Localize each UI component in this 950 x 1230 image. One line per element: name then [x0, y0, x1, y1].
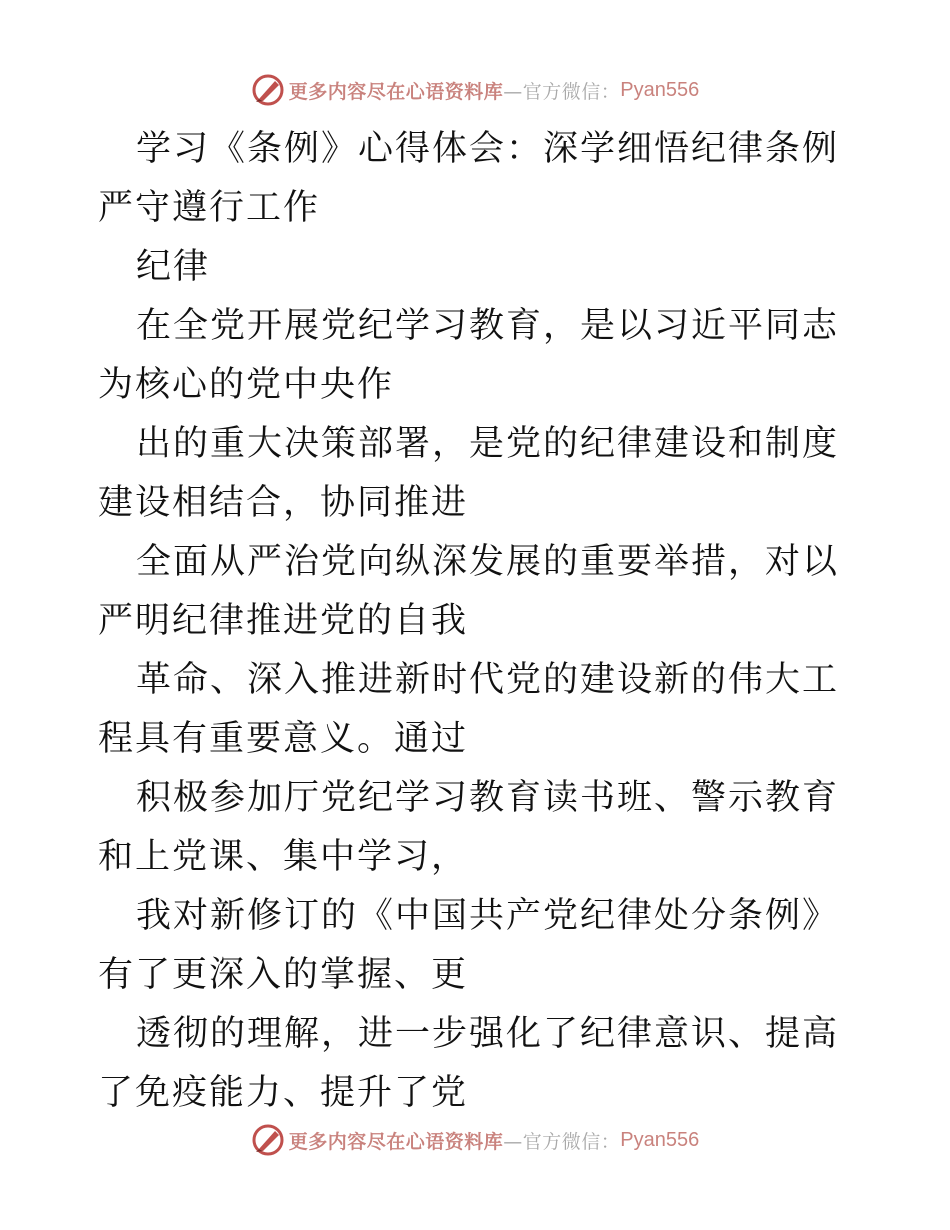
document-body — [98, 120, 858, 1123]
footer-watermark — [0, 1120, 950, 1160]
paragraph: 纪律 — [136, 247, 211, 287]
paragraph: 积极参加厅党纪学习教育读书班、警示教育和上党课、集中学习， — [98, 778, 840, 877]
watermark-main-text: 更多内容尽在心语资料库 — [288, 1130, 504, 1153]
watermark-separator-text: —官方微信： — [503, 80, 621, 103]
paragraph: 革命、深入推进新时代党的建设新的伟大工程具有重要意义。通过 — [98, 660, 840, 759]
paragraph: 全面从严治党向纵深发展的重要举措，对以严明纪律推进党的自我 — [98, 542, 840, 641]
paragraph: 学习《条例》心得体会：深学细悟纪律条例严守遵行工作 — [98, 129, 840, 228]
pen-logo-icon — [251, 73, 285, 107]
watermark-wechat-id: Pyan556 — [620, 78, 700, 101]
watermark-separator-text: —官方微信： — [503, 1130, 621, 1153]
pen-logo-icon — [251, 1123, 285, 1157]
paragraph: 我对新修订的《中国共产党纪律处分条例》有了更深入的掌握、更 — [98, 896, 840, 995]
paragraph: 在全党开展党纪学习教育，是以习近平同志为核心的党中央作 — [98, 306, 840, 405]
watermark-wechat-id: Pyan556 — [620, 1128, 700, 1151]
header-watermark — [0, 70, 950, 110]
paragraph: 透彻的理解，进一步强化了纪律意识、提高了免疫能力、提升了党 — [98, 1014, 840, 1113]
watermark-main-text: 更多内容尽在心语资料库 — [288, 80, 504, 103]
paragraph: 出的重大决策部署，是党的纪律建设和制度建设相结合，协同推进 — [98, 424, 840, 523]
